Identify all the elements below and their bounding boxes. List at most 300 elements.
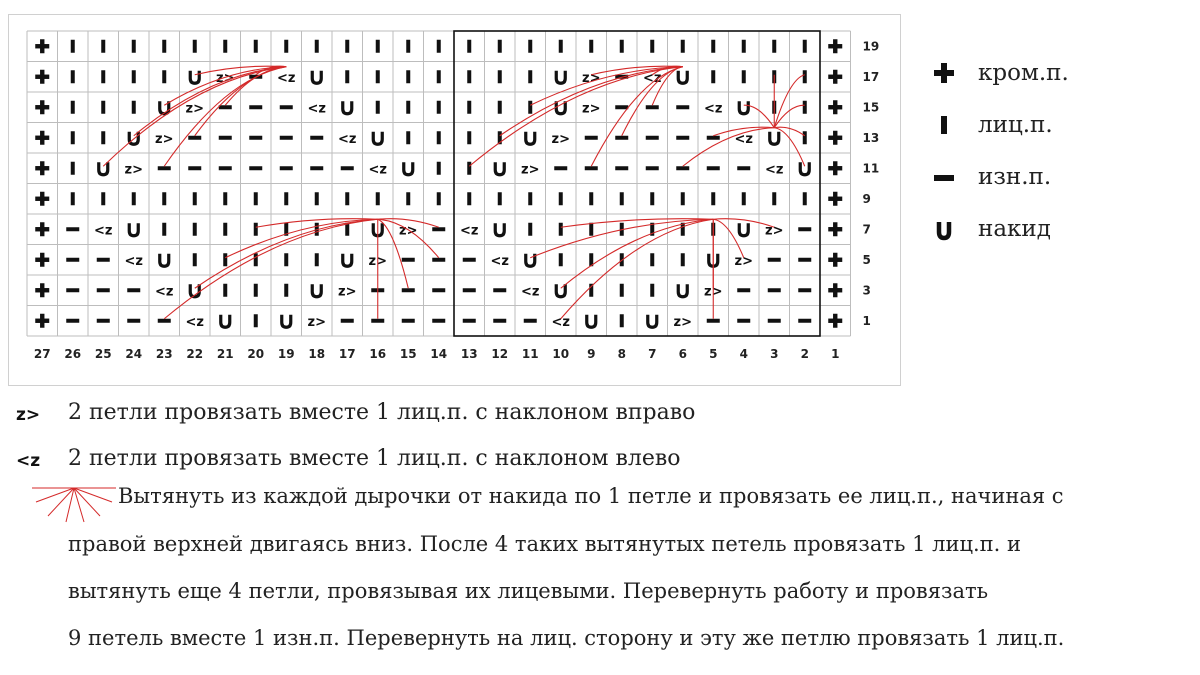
dec-left-symbol: <z — [307, 101, 326, 117]
knit-symbol — [528, 192, 532, 205]
knit-symbol — [620, 192, 624, 205]
selvage-symbol — [40, 39, 44, 53]
knit-symbol — [132, 101, 136, 114]
dec-left-symbol: <z — [460, 223, 479, 239]
yarn-over-symbol — [556, 71, 565, 84]
selvage-symbol — [40, 192, 44, 206]
knit-symbol — [589, 223, 593, 236]
purl-symbol — [432, 227, 445, 231]
dec-right-symbol: z> — [521, 162, 540, 178]
column-number: 21 — [216, 347, 234, 361]
purl-symbol — [97, 258, 110, 262]
purl-symbol — [707, 166, 720, 170]
row-number: 1 — [862, 313, 871, 328]
knit-symbol — [681, 40, 685, 53]
column-number: 22 — [186, 347, 204, 361]
knit-symbol — [528, 223, 532, 236]
knit-symbol — [620, 284, 624, 297]
knit-symbol — [101, 192, 105, 205]
purl-symbol — [402, 288, 415, 292]
selvage-symbol — [40, 283, 44, 297]
knit-symbol — [406, 192, 410, 205]
yarn-over-symbol — [160, 254, 169, 267]
knit-symbol — [71, 70, 75, 83]
knit-symbol — [284, 40, 288, 53]
knit-symbol — [376, 101, 380, 114]
purl-symbol — [676, 105, 689, 109]
legend-label: накид — [978, 216, 1051, 242]
selvage-symbol — [40, 70, 44, 84]
purl-symbol — [280, 166, 293, 170]
row-number: 7 — [862, 222, 871, 237]
dash-icon — [930, 162, 960, 192]
knit-symbol — [681, 253, 685, 266]
purl-symbol — [280, 105, 293, 109]
dec-left-symbol: <z — [155, 284, 174, 300]
desc-line: вытянуть еще 4 петли, провязывая их лицевыми. Перевернуть работу и провязать — [68, 579, 989, 603]
column-number: 11 — [521, 347, 539, 361]
purl-symbol — [463, 288, 476, 292]
yarn-over-symbol — [343, 101, 352, 114]
purl-symbol — [615, 136, 628, 140]
knit-symbol — [803, 40, 807, 53]
knit-symbol — [437, 40, 441, 53]
column-number: 26 — [64, 347, 82, 361]
purl-symbol — [585, 166, 598, 170]
knit-symbol — [223, 40, 227, 53]
dec-right-symbol: z> — [216, 70, 235, 86]
dec-left-symbol: <z — [338, 131, 357, 147]
selvage-symbol — [40, 161, 44, 175]
knit-symbol — [345, 70, 349, 83]
dec-right-symbol: z> — [155, 131, 174, 147]
selvage-symbol — [833, 161, 837, 175]
knit-symbol — [650, 40, 654, 53]
purl-symbol — [66, 258, 79, 262]
column-number: 23 — [155, 347, 173, 361]
selvage-symbol — [833, 283, 837, 297]
legend-label: изн.п. — [978, 164, 1052, 190]
row-number: 19 — [862, 39, 880, 54]
fan-icon — [28, 480, 118, 524]
selvage-symbol — [833, 222, 837, 236]
yarn-over-symbol — [770, 132, 779, 145]
knit-symbol — [254, 223, 258, 236]
legend-item-purl — [930, 162, 1160, 202]
purl-symbol — [768, 288, 781, 292]
purl-symbol — [402, 319, 415, 323]
knit-symbol — [559, 253, 563, 266]
plus-icon — [930, 58, 960, 88]
column-number: 25 — [94, 347, 112, 361]
column-number: 20 — [247, 347, 265, 361]
selvage-symbol — [40, 100, 44, 114]
row-number: 17 — [862, 69, 880, 84]
selvage-symbol — [40, 253, 44, 267]
selvage-symbol — [40, 222, 44, 236]
dec-right-symbol: z> — [582, 70, 601, 86]
knit-symbol — [223, 223, 227, 236]
purl-symbol — [127, 288, 140, 292]
dec-right-symbol: z> — [765, 223, 784, 239]
knit-symbol — [254, 314, 258, 327]
knit-symbol — [681, 192, 685, 205]
purl-symbol — [219, 105, 232, 109]
purl-symbol — [768, 258, 781, 262]
purl-symbol — [97, 319, 110, 323]
yarn-over-symbol — [99, 162, 108, 175]
dec-right-symbol: z> — [124, 162, 143, 178]
knit-symbol — [315, 253, 319, 266]
purl-symbol — [524, 319, 537, 323]
knit-symbol — [193, 40, 197, 53]
purl-symbol — [463, 258, 476, 262]
yarn-over-symbol — [678, 71, 687, 84]
purl-symbol — [219, 136, 232, 140]
knit-symbol — [284, 284, 288, 297]
legend-label: кром.п. — [978, 60, 1069, 86]
column-number: 2 — [800, 347, 809, 361]
yarn-over-symbol — [495, 223, 504, 236]
dec-right-symbol: z> — [704, 284, 723, 300]
knit-symbol — [406, 40, 410, 53]
dec-left-symbol: <z — [551, 314, 570, 330]
knit-symbol — [376, 40, 380, 53]
yarn-over-symbol — [282, 315, 291, 328]
selvage-symbol — [833, 314, 837, 328]
purl-symbol — [493, 288, 506, 292]
desc-line: Вытянуть из каждой дырочки от накида по 1 петле и провязать ее лиц.п., начиная с — [118, 484, 1064, 508]
knit-symbol — [467, 70, 471, 83]
dec-right-symbol: z> — [338, 284, 357, 300]
knit-symbol — [559, 40, 563, 53]
column-number: 6 — [678, 347, 687, 361]
knit-symbol — [772, 40, 776, 53]
purl-symbol — [646, 166, 659, 170]
purl-symbol — [615, 166, 628, 170]
knit-symbol — [437, 162, 441, 175]
legend-item-yarn-over — [930, 214, 1160, 254]
knit-symbol — [284, 253, 288, 266]
selvage-symbol — [40, 131, 44, 145]
knit-symbol — [620, 314, 624, 327]
knit-symbol — [589, 192, 593, 205]
desc-line: 9 петель вместе 1 изн.п. Перевернуть на лиц. сторону и эту же петлю провязать 1 лиц.п. — [68, 626, 1065, 650]
dec-left-symbol: <z — [643, 70, 662, 86]
yarn-over-symbol — [312, 71, 321, 84]
knit-symbol — [803, 192, 807, 205]
dec-left-symbol: <z — [704, 101, 723, 117]
yarn-over-symbol — [587, 315, 596, 328]
knit-symbol — [650, 253, 654, 266]
knit-symbol — [528, 101, 532, 114]
knit-symbol — [650, 192, 654, 205]
knit-symbol — [71, 131, 75, 144]
selvage-symbol — [833, 192, 837, 206]
purl-symbol — [188, 136, 201, 140]
dec-left-icon — [14, 448, 44, 472]
knit-symbol — [437, 131, 441, 144]
purl-symbol — [737, 288, 750, 292]
knit-symbol — [742, 192, 746, 205]
knit-symbol — [223, 253, 227, 266]
knit-symbol — [193, 253, 197, 266]
chart-grid — [9, 15, 902, 387]
purl-symbol — [768, 319, 781, 323]
knitting-chart — [8, 14, 901, 386]
yarn-over-icon — [930, 214, 960, 244]
legend-label: 2 петли провязать вместе 1 лиц.п. с наклоном вправо — [68, 400, 696, 425]
knit-symbol — [406, 101, 410, 114]
column-number: 7 — [648, 347, 657, 361]
dec-left-symbol: <z — [521, 284, 540, 300]
yarn-over-symbol — [495, 162, 504, 175]
dec-left-symbol: <z — [124, 253, 143, 269]
dec-left-symbol: <z — [765, 162, 784, 178]
knit-symbol — [315, 40, 319, 53]
knit-symbol — [71, 192, 75, 205]
knit-symbol — [803, 70, 807, 83]
knit-symbol — [71, 162, 75, 175]
knit-symbol — [803, 131, 807, 144]
column-number: 15 — [399, 347, 417, 361]
knit-symbol — [772, 192, 776, 205]
column-number: 27 — [33, 347, 51, 361]
selvage-symbol — [833, 70, 837, 84]
knit-symbol — [162, 70, 166, 83]
dec-right-symbol: z> — [551, 131, 570, 147]
yarn-over-symbol — [129, 223, 138, 236]
dec-left-symbol: <z — [368, 162, 387, 178]
knit-symbol — [528, 70, 532, 83]
knit-symbol — [162, 40, 166, 53]
yarn-over-symbol — [526, 132, 535, 145]
dec-left-symbol: <z — [734, 131, 753, 147]
row-number: 3 — [862, 283, 871, 298]
dec-left-symbol: <z — [490, 253, 509, 269]
selvage-symbol — [833, 253, 837, 267]
knit-symbol — [315, 192, 319, 205]
knit-symbol — [376, 192, 380, 205]
purl-symbol — [66, 227, 79, 231]
column-number: 16 — [369, 347, 387, 361]
knit-symbol — [467, 131, 471, 144]
row-number: 13 — [862, 130, 880, 145]
purl-symbol — [66, 319, 79, 323]
knit-symbol — [254, 284, 258, 297]
yarn-over-symbol — [739, 101, 748, 114]
purl-symbol — [798, 319, 811, 323]
knit-symbol — [223, 284, 227, 297]
purl-symbol — [127, 319, 140, 323]
knit-symbol — [101, 70, 105, 83]
column-number: 12 — [491, 347, 509, 361]
purl-symbol — [219, 166, 232, 170]
dec-right-symbol: z> — [734, 253, 753, 269]
column-number: 18 — [308, 347, 326, 361]
knit-symbol — [803, 101, 807, 114]
knit-symbol — [406, 131, 410, 144]
knit-symbol — [71, 40, 75, 53]
dec-left-symbol: <z — [277, 70, 296, 86]
purl-symbol — [676, 166, 689, 170]
yarn-over-symbol — [800, 162, 809, 175]
purl-symbol — [707, 319, 720, 323]
knit-symbol — [498, 70, 502, 83]
column-number: 9 — [587, 347, 596, 361]
dec-left-symbol: <z — [94, 223, 113, 239]
purl-symbol — [341, 319, 354, 323]
knit-symbol — [742, 40, 746, 53]
svg-text:<z: <z — [16, 451, 41, 471]
knit-symbol — [559, 192, 563, 205]
purl-symbol — [585, 136, 598, 140]
bar-icon — [930, 110, 960, 140]
purl-symbol — [402, 258, 415, 262]
purl-symbol — [188, 166, 201, 170]
dec-right-symbol: z> — [399, 223, 418, 239]
purl-symbol — [798, 258, 811, 262]
knit-symbol — [71, 101, 75, 114]
dec-right-symbol: z> — [368, 253, 387, 269]
column-number: 24 — [125, 347, 143, 361]
knit-symbol — [467, 192, 471, 205]
purl-symbol — [249, 136, 262, 140]
knit-symbol — [437, 192, 441, 205]
knit-symbol — [406, 70, 410, 83]
yarn-over-symbol — [373, 132, 382, 145]
dec-right-symbol: z> — [307, 314, 326, 330]
dec-right-symbol: z> — [582, 101, 601, 117]
knit-symbol — [132, 70, 136, 83]
selvage-symbol — [40, 314, 44, 328]
knit-symbol — [742, 70, 746, 83]
purl-symbol — [249, 166, 262, 170]
knit-symbol — [193, 223, 197, 236]
knit-symbol — [132, 40, 136, 53]
knit-symbol — [162, 223, 166, 236]
column-number: 8 — [617, 347, 626, 361]
knit-symbol — [437, 101, 441, 114]
knit-symbol — [132, 192, 136, 205]
knit-symbol — [467, 40, 471, 53]
purl-symbol — [432, 258, 445, 262]
purl-symbol — [493, 319, 506, 323]
svg-text:z>: z> — [16, 405, 41, 425]
knit-symbol — [345, 40, 349, 53]
purl-symbol — [310, 136, 323, 140]
knit-symbol — [711, 40, 715, 53]
purl-symbol — [310, 166, 323, 170]
legend-item-knit — [930, 110, 1160, 150]
selvage-symbol — [833, 100, 837, 114]
column-number: 3 — [770, 347, 779, 361]
column-number: 5 — [709, 347, 718, 361]
yarn-over-symbol — [190, 71, 199, 84]
purl-symbol — [432, 288, 445, 292]
purl-symbol — [737, 166, 750, 170]
purl-symbol — [676, 136, 689, 140]
knit-symbol — [254, 192, 258, 205]
purl-symbol — [463, 319, 476, 323]
dec-right-symbol: z> — [185, 101, 204, 117]
legend-label: лиц.п. — [978, 112, 1053, 138]
purl-symbol — [737, 319, 750, 323]
purl-symbol — [554, 166, 567, 170]
knit-symbol — [284, 192, 288, 205]
purl-symbol — [249, 105, 262, 109]
knit-symbol — [437, 70, 441, 83]
selvage-symbol — [833, 39, 837, 53]
column-number: 1 — [831, 347, 840, 361]
row-number: 9 — [862, 191, 871, 206]
knit-symbol — [345, 192, 349, 205]
knit-symbol — [101, 131, 105, 144]
yarn-over-symbol — [343, 254, 352, 267]
knit-symbol — [162, 192, 166, 205]
knit-symbol — [193, 192, 197, 205]
column-number: 14 — [430, 347, 448, 361]
knit-symbol — [711, 192, 715, 205]
knit-symbol — [620, 40, 624, 53]
dec-right-icon — [14, 402, 44, 426]
knit-symbol — [528, 40, 532, 53]
column-number: 13 — [460, 347, 478, 361]
knit-symbol — [650, 284, 654, 297]
column-number: 19 — [277, 347, 295, 361]
desc-line: правой верхней двигаясь вниз. После 4 таких вытянутых петель провязать 1 лиц.п. и — [68, 532, 1021, 556]
knit-symbol — [589, 40, 593, 53]
dec-left-symbol: <z — [185, 314, 204, 330]
yarn-over-symbol — [312, 284, 321, 297]
row-number: 11 — [862, 161, 880, 176]
knit-symbol — [254, 40, 258, 53]
knit-symbol — [711, 70, 715, 83]
knit-symbol — [223, 192, 227, 205]
knit-symbol — [467, 162, 471, 175]
row-number: 5 — [862, 252, 871, 267]
purl-symbol — [158, 319, 171, 323]
yarn-over-symbol — [739, 223, 748, 236]
knit-symbol — [467, 101, 471, 114]
purl-symbol — [646, 136, 659, 140]
yarn-over-symbol — [526, 254, 535, 267]
selvage-symbol — [833, 131, 837, 145]
knit-symbol — [101, 101, 105, 114]
knit-symbol — [498, 101, 502, 114]
purl-symbol — [341, 166, 354, 170]
yarn-over-symbol — [678, 284, 687, 297]
yarn-over-symbol — [404, 162, 413, 175]
purl-symbol — [66, 288, 79, 292]
purl-symbol — [646, 105, 659, 109]
purl-symbol — [798, 227, 811, 231]
legend-item-selvage — [930, 58, 1160, 98]
purl-symbol — [158, 166, 171, 170]
purl-symbol — [798, 288, 811, 292]
knit-symbol — [254, 253, 258, 266]
row-number: 15 — [862, 100, 880, 115]
purl-symbol — [432, 319, 445, 323]
yarn-over-symbol — [221, 315, 230, 328]
yarn-over-symbol — [648, 315, 657, 328]
column-number: 10 — [552, 347, 570, 361]
knit-symbol — [559, 223, 563, 236]
dec-right-symbol: z> — [673, 314, 692, 330]
column-number: 4 — [739, 347, 748, 361]
purl-symbol — [371, 319, 384, 323]
purl-symbol — [280, 136, 293, 140]
